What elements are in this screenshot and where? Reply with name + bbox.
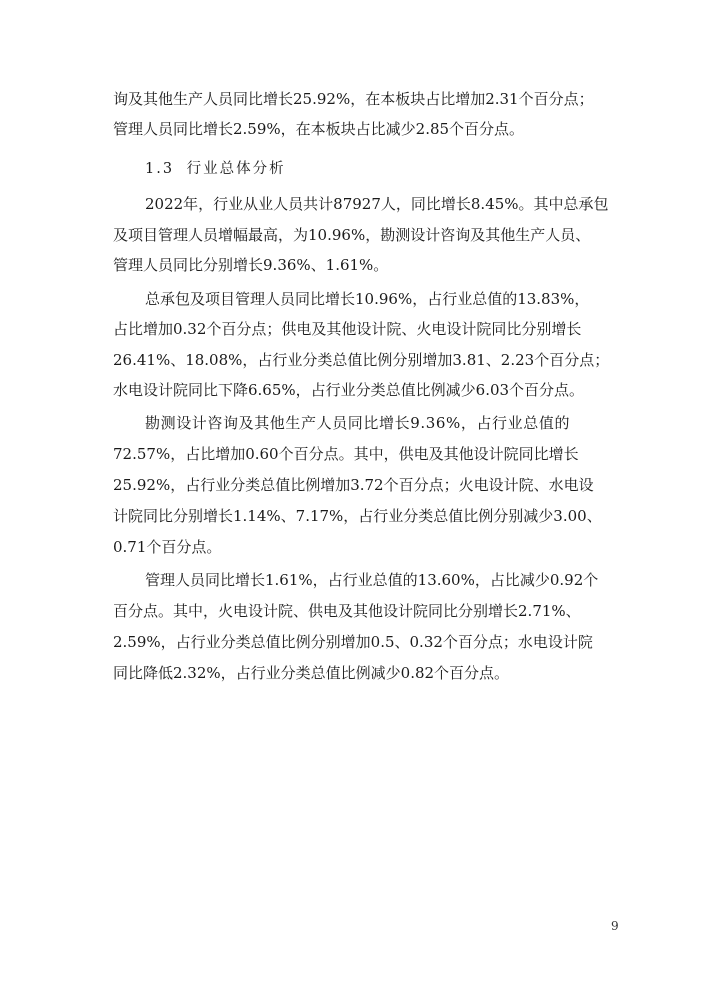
text-line: 占比增加0.32个百分点；供电及其他设计院、火电设计院同比分别增长 bbox=[113, 320, 582, 338]
text-line: 管理人员同比分别增长9.36%、1.61%。 bbox=[113, 256, 389, 274]
text-line: 同比降低2.32%，占行业分类总值比例减少0.82个百分点。 bbox=[113, 664, 510, 682]
text-line: 2022年，行业从业人员共计87927人，同比增长8.45%。其中总承包 bbox=[145, 195, 609, 213]
text-line: 0.71个百分点。 bbox=[113, 538, 222, 556]
section-title: 行业总体分析 bbox=[186, 161, 286, 177]
text-line: 计院同比分别增长1.14%、7.17%，占行业分类总值比例分别减少3.00、 bbox=[113, 507, 602, 525]
text-line: 总承包及项目管理人员同比增长10.96%，占行业总值的13.83%， bbox=[145, 290, 590, 308]
text-line: 管理人员同比增长2.59%，在本板块占比减少2.85个百分点。 bbox=[113, 120, 525, 138]
text-line: 72.57%，占比增加0.60个百分点。其中，供电及其他设计院同比增长 bbox=[113, 445, 579, 463]
page-number: 9 bbox=[611, 919, 619, 933]
text-line: 26.41%、18.08%，占行业分类总值比例分别增加3.81、2.23个百分点； bbox=[113, 351, 610, 369]
text-line: 25.92%，占行业分类总值比例增加3.72个百分点；火电设计院、水电设 bbox=[113, 476, 594, 494]
text-line: 管理人员同比增长1.61%，占行业总值的13.60%，占比减少0.92个 bbox=[145, 571, 599, 589]
section-number: 1.3 bbox=[145, 161, 175, 177]
text-line: 勘测设计咨询及其他生产人员同比增长9.36%，占行业总值的 bbox=[145, 414, 571, 432]
section-heading bbox=[145, 159, 286, 179]
text-line: 水电设计院同比下降6.65%，占行业分类总值比例减少6.03个百分点。 bbox=[113, 381, 585, 399]
text-line: 及项目管理人员增幅最高，为10.96%，勘测设计咨询及其他生产人员、 bbox=[113, 226, 591, 244]
text-line: 2.59%，占行业分类总值比例分别增加0.5、0.32个百分点；水电设计院 bbox=[113, 633, 593, 651]
text-line: 百分点。其中，火电设计院、供电及其他设计院同比分别增长2.71%、 bbox=[113, 602, 581, 620]
text-line: 询及其他生产人员同比增长25.92%，在本板块占比增加2.31个百分点； bbox=[113, 90, 594, 108]
